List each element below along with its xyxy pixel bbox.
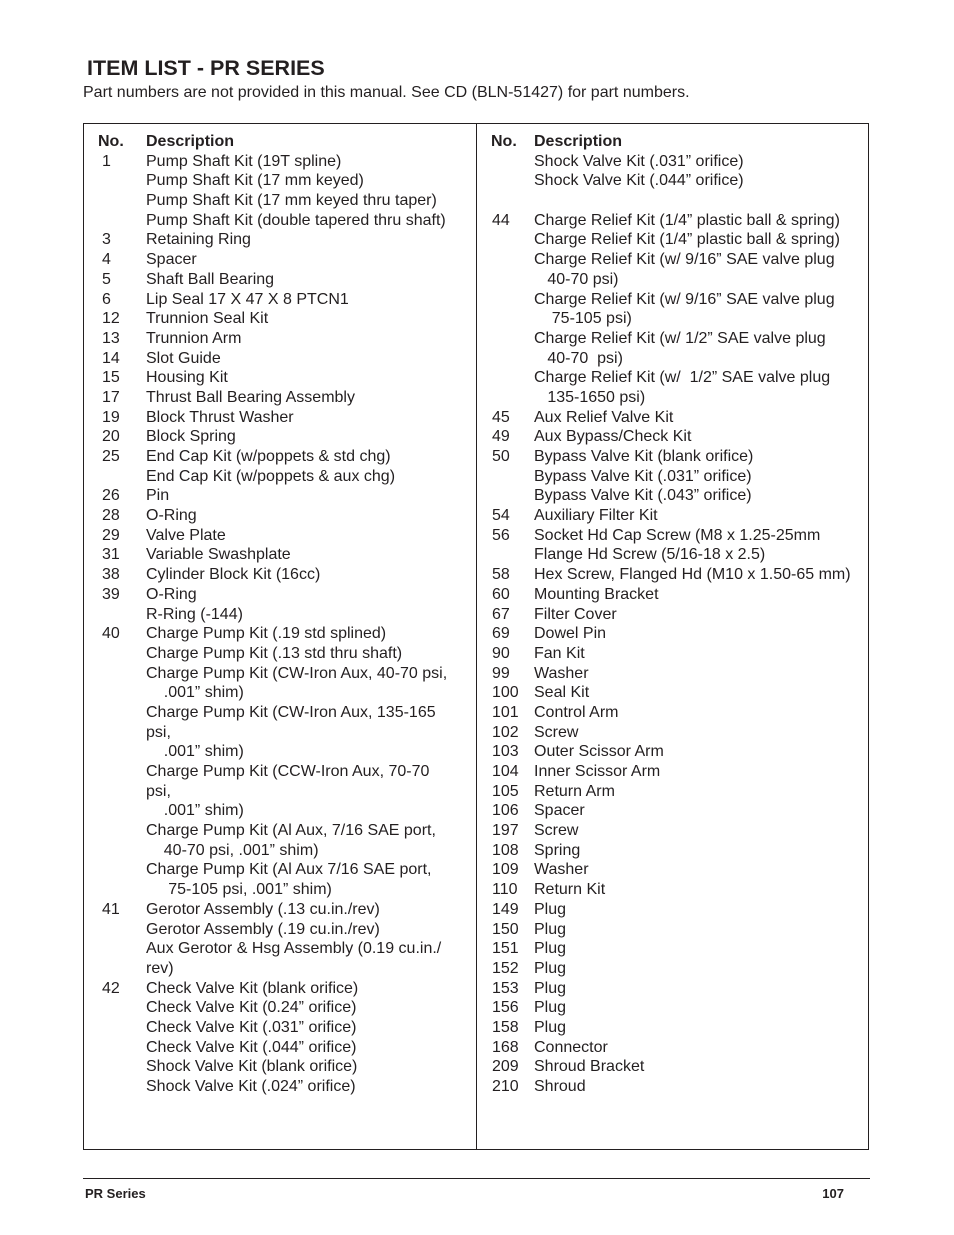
- page-subtitle: Part numbers are not provided in this manual. See CD (BLN-51427) for part numbers.: [83, 84, 690, 101]
- item-number: 40: [102, 625, 120, 643]
- table-row: [84, 644, 476, 664]
- item-number: 56: [492, 526, 510, 544]
- table-row: [84, 270, 476, 290]
- item-number: 25: [102, 448, 120, 465]
- item-number: 104: [492, 763, 519, 780]
- table-row: [84, 821, 476, 841]
- item-number: 38: [102, 566, 120, 584]
- item-number: 151: [492, 940, 519, 958]
- item-description: 40-70 psi, .001” shim): [146, 841, 319, 859]
- table-row: [477, 979, 867, 999]
- item-description: Return Kit: [534, 881, 606, 899]
- item-description: Shock Valve Kit (.044” orifice): [534, 172, 744, 190]
- item-description: Lip Seal 17 X 47 X 8 PTCN1: [146, 290, 349, 308]
- item-number: 152: [492, 959, 519, 977]
- item-number: 153: [492, 979, 519, 997]
- table-row: [477, 664, 867, 684]
- item-description: Flange Hd Screw (5/16-18 x 2.5): [534, 546, 766, 564]
- table-row: [477, 1077, 867, 1097]
- table-row: [477, 860, 867, 880]
- table-row: [477, 998, 867, 1018]
- item-description: Aux Relief Valve Kit: [534, 408, 674, 426]
- item-number: 209: [492, 1058, 519, 1076]
- right-column: [477, 132, 867, 1097]
- item-number: 45: [492, 408, 510, 426]
- table-row: [477, 959, 867, 979]
- item-number: 108: [492, 841, 519, 859]
- item-description: Pump Shaft Kit (double tapered thru shaft): [146, 211, 446, 229]
- item-description: Valve Plate: [146, 526, 226, 544]
- item-description: Washer: [534, 664, 589, 682]
- item-description: Charge Relief Kit (w/ 9/16” SAE valve plug: [534, 251, 835, 269]
- table-row: [84, 860, 476, 880]
- item-description: Charge Pump Kit (CW-Iron Aux, 135-165: [146, 703, 436, 721]
- item-description: Seal Kit: [534, 684, 590, 702]
- table-row: [84, 565, 476, 585]
- table-row: [477, 447, 867, 467]
- item-number: 67: [492, 605, 510, 623]
- item-number: 1: [102, 152, 111, 170]
- item-number: 210: [492, 1078, 519, 1095]
- table-row: [84, 171, 476, 191]
- item-number: 12: [102, 310, 120, 328]
- item-description: psi,: [146, 723, 171, 741]
- item-number: 101: [492, 703, 519, 721]
- table-row: [84, 920, 476, 940]
- table-row: [84, 585, 476, 605]
- table-row: [477, 841, 867, 861]
- table-row: [477, 230, 867, 250]
- item-number: 99: [492, 664, 510, 682]
- item-description: Inner Scissor Arm: [534, 763, 661, 780]
- table-row: [84, 624, 476, 644]
- item-description: Aux Gerotor & Hsg Assembly (0.19 cu.in./: [146, 940, 442, 958]
- item-number: 150: [492, 920, 519, 938]
- table-row: [477, 349, 867, 369]
- table-row: [477, 742, 867, 762]
- table-row: [477, 191, 867, 211]
- table-row: [84, 939, 476, 959]
- table-row: [477, 900, 867, 920]
- item-description: Socket Hd Cap Screw (M8 x 1.25-25mm: [534, 526, 821, 544]
- item-description: Charge Pump Kit (CCW-Iron Aux, 70-70: [146, 763, 430, 780]
- table-row: [84, 211, 476, 231]
- table-row: [477, 624, 867, 644]
- item-number: 6: [102, 290, 111, 308]
- item-number: 105: [492, 782, 519, 800]
- table-row: [477, 290, 867, 310]
- item-description: Block Thrust Washer: [146, 408, 294, 426]
- item-description: Bypass Valve Kit (.043” orifice): [534, 487, 752, 505]
- table-row: [84, 979, 476, 999]
- item-number: 109: [492, 861, 519, 879]
- table-row: [84, 762, 476, 782]
- item-description: Slot Guide: [146, 349, 221, 367]
- table-row: [84, 782, 476, 802]
- table-row: [477, 565, 867, 585]
- table-row: [477, 1038, 867, 1058]
- item-description: Check Valve Kit (.031” orifice): [146, 1018, 357, 1036]
- footer-series: PR Series: [85, 1186, 146, 1201]
- item-description: Screw: [534, 822, 579, 840]
- item-description: Spring: [534, 841, 581, 859]
- item-description: Charge Relief Kit (1/4” plastic ball & spring): [534, 211, 840, 229]
- item-description: Shock Valve Kit (.024” orifice): [146, 1078, 356, 1095]
- item-number: 14: [102, 349, 120, 367]
- item-description: Fan Kit: [534, 644, 585, 662]
- item-description: psi,: [146, 782, 171, 800]
- item-description: Plug: [534, 920, 567, 938]
- item-description: Charge Relief Kit (1/4” plastic ball & spring): [534, 231, 840, 249]
- left-column: [84, 132, 476, 1097]
- item-number: 19: [102, 408, 120, 426]
- table-row: [84, 427, 476, 447]
- table-row: [84, 742, 476, 762]
- item-description: Filter Cover: [534, 605, 617, 623]
- table-row: [84, 1038, 476, 1058]
- table-row: [84, 605, 476, 625]
- table-row: [84, 486, 476, 506]
- item-number: 42: [102, 979, 120, 997]
- item-description: Plug: [534, 999, 567, 1017]
- item-description: Plug: [534, 959, 567, 977]
- table-row: [477, 683, 867, 703]
- item-description: Return Arm: [534, 782, 615, 800]
- item-description: Charge Relief Kit (w/ 1/2” SAE valve plug: [534, 329, 826, 347]
- item-number: 5: [102, 270, 111, 288]
- item-description: Auxiliary Filter Kit: [534, 507, 658, 525]
- header-description: Description: [146, 133, 235, 150]
- item-number: 54: [492, 507, 510, 525]
- table-row: [84, 703, 476, 723]
- page-title: ITEM LIST - PR SERIES: [87, 56, 325, 80]
- table-row: [477, 723, 867, 743]
- item-description: Gerotor Assembly (.19 cu.in./rev): [146, 920, 380, 938]
- item-description: 75-105 psi, .001” shim): [146, 881, 332, 899]
- item-description: Shock Valve Kit (blank orifice): [146, 1058, 358, 1076]
- item-description: Pump Shaft Kit (17 mm keyed): [146, 172, 364, 190]
- table-row: [477, 585, 867, 605]
- table-row: [477, 703, 867, 723]
- item-description: Trunnion Arm: [146, 329, 242, 347]
- item-number: 31: [102, 546, 120, 564]
- table-row: [84, 447, 476, 467]
- header-description: Description: [534, 133, 623, 150]
- table-row: [84, 329, 476, 349]
- table-row: [477, 211, 867, 231]
- item-number: 29: [102, 526, 120, 544]
- table-row: [477, 526, 867, 546]
- table-row: [477, 762, 867, 782]
- table-row: [477, 309, 867, 329]
- table-row: [84, 467, 476, 487]
- table-row: [84, 841, 476, 861]
- item-description: End Cap Kit (w/poppets & std chg): [146, 448, 391, 465]
- item-description: R-Ring (-144): [146, 605, 243, 623]
- item-description: Charge Pump Kit (.13 std thru shaft): [146, 644, 403, 662]
- item-description: Charge Pump Kit (.19 std splined): [146, 625, 387, 643]
- table-row: [477, 408, 867, 428]
- item-description: Check Valve Kit (0.24” orifice): [146, 999, 357, 1017]
- item-number: 58: [492, 566, 510, 584]
- table-row: [84, 290, 476, 310]
- item-number: 17: [102, 388, 120, 406]
- item-description: Outer Scissor Arm: [534, 743, 664, 761]
- item-number: 20: [102, 428, 120, 446]
- item-number: 49: [492, 428, 510, 446]
- item-description: Check Valve Kit (.044” orifice): [146, 1038, 357, 1056]
- table-row: [84, 880, 476, 900]
- item-number: 90: [492, 644, 510, 662]
- table-row: [84, 526, 476, 546]
- table-row: [477, 388, 867, 408]
- item-description: Pump Shaft Kit (19T spline): [146, 152, 342, 170]
- item-description: 40-70 psi): [534, 270, 619, 288]
- item-description: Washer: [534, 861, 589, 879]
- header-no: No.: [491, 133, 517, 150]
- item-description: Shroud Bracket: [534, 1058, 645, 1076]
- footer-rule: [83, 1178, 870, 1179]
- item-description: Plug: [534, 900, 567, 918]
- table-row: [84, 250, 476, 270]
- table-row: [84, 408, 476, 428]
- item-number: 102: [492, 723, 519, 741]
- item-description: Thrust Ball Bearing Assembly: [146, 388, 355, 406]
- header-no: No.: [98, 133, 124, 150]
- item-number: 44: [492, 211, 510, 229]
- item-description: Variable Swashplate: [146, 546, 291, 564]
- item-description: Retaining Ring: [146, 231, 251, 249]
- table-row: [84, 664, 476, 684]
- item-description: Spacer: [534, 802, 585, 820]
- item-number: 168: [492, 1038, 519, 1056]
- table-row: [84, 230, 476, 250]
- table-row: [84, 309, 476, 329]
- item-description: Shroud: [534, 1078, 586, 1095]
- item-number: 13: [102, 329, 120, 347]
- table-row: [477, 821, 867, 841]
- item-number: 39: [102, 585, 120, 603]
- table-row: [477, 329, 867, 349]
- item-number: 3: [102, 231, 111, 249]
- item-number: 4: [102, 251, 111, 269]
- item-description: Check Valve Kit (blank orifice): [146, 979, 359, 997]
- item-number: 110: [492, 881, 518, 899]
- table-row: [84, 545, 476, 565]
- item-description: Charge Pump Kit (Al Aux, 7/16 SAE port,: [146, 822, 436, 840]
- item-description: Plug: [534, 979, 567, 997]
- table-row: [477, 801, 867, 821]
- item-list-table: [83, 123, 869, 1150]
- item-description: Spacer: [146, 251, 197, 269]
- table-row: [84, 723, 476, 743]
- item-description: .001” shim): [146, 684, 244, 702]
- item-number: 15: [102, 369, 120, 387]
- table-row: [477, 250, 867, 270]
- table-row: [477, 1057, 867, 1077]
- table-row: [477, 1018, 867, 1038]
- item-description: Dowel Pin: [534, 625, 607, 643]
- table-row: [84, 998, 476, 1018]
- table-row: [477, 880, 867, 900]
- item-description: End Cap Kit (w/poppets & aux chg): [146, 467, 396, 485]
- item-description: Block Spring: [146, 428, 236, 446]
- table-row: [84, 1077, 476, 1097]
- item-description: Plug: [534, 1018, 567, 1036]
- table-row: [477, 939, 867, 959]
- table-row: [477, 270, 867, 290]
- item-description: Bypass Valve Kit (.031” orifice): [534, 467, 752, 485]
- table-row: [477, 368, 867, 388]
- table-row: [477, 486, 867, 506]
- item-number: 26: [102, 487, 120, 505]
- item-description: Housing Kit: [146, 369, 228, 387]
- item-number: 69: [492, 625, 510, 643]
- table-row: [84, 191, 476, 211]
- table-row: [84, 801, 476, 821]
- item-number: 100: [492, 684, 519, 702]
- right-header-row: [477, 132, 867, 152]
- item-number: 41: [102, 900, 120, 918]
- table-row: [477, 920, 867, 940]
- item-description: Gerotor Assembly (.13 cu.in./rev): [146, 900, 380, 918]
- table-row: [84, 683, 476, 703]
- item-description: Connector: [534, 1038, 608, 1056]
- table-row: [84, 368, 476, 388]
- item-description: Shaft Ball Bearing: [146, 270, 275, 288]
- item-number: 106: [492, 802, 519, 820]
- table-row: [477, 605, 867, 625]
- item-description: Charge Pump Kit (Al Aux 7/16 SAE port,: [146, 861, 432, 879]
- item-number: 103: [492, 743, 519, 761]
- table-row: [84, 506, 476, 526]
- page-number: 107: [822, 1186, 844, 1201]
- table-row: [477, 427, 867, 447]
- item-description: Charge Pump Kit (CW-Iron Aux, 40-70 psi,: [146, 664, 448, 682]
- table-row: [477, 171, 867, 191]
- item-description: Pin: [146, 487, 170, 505]
- table-row: [84, 959, 476, 979]
- item-description: 135-1650 psi): [534, 388, 646, 406]
- item-description: Mounting Bracket: [534, 585, 659, 603]
- item-number: 60: [492, 585, 510, 603]
- item-description: Control Arm: [534, 703, 619, 721]
- item-description: Charge Relief Kit (w/ 9/16” SAE valve plug: [534, 290, 835, 308]
- table-row: [84, 1018, 476, 1038]
- item-description: 75-105 psi): [534, 310, 632, 328]
- item-number: 156: [492, 999, 519, 1017]
- item-number: 149: [492, 900, 519, 918]
- item-description: .001” shim): [146, 743, 244, 761]
- table-row: [477, 545, 867, 565]
- table-row: [477, 506, 867, 526]
- item-number: 197: [492, 822, 519, 840]
- item-number: 158: [492, 1018, 519, 1036]
- table-row: [477, 152, 867, 172]
- item-description: O-Ring: [146, 507, 197, 525]
- item-description: Cylinder Block Kit (16cc): [146, 566, 321, 584]
- item-description: Charge Relief Kit (w/ 1/2” SAE valve plug: [534, 369, 831, 387]
- item-number: 50: [492, 448, 510, 465]
- item-description: Shock Valve Kit (.031” orifice): [534, 152, 744, 170]
- item-description: Pump Shaft Kit (17 mm keyed thru taper): [146, 192, 437, 210]
- table-row: [477, 782, 867, 802]
- left-header-row: [84, 132, 476, 152]
- item-number: 28: [102, 507, 120, 525]
- table-row: [84, 349, 476, 369]
- item-description: Screw: [534, 723, 579, 741]
- table-row: [84, 152, 476, 172]
- table-row: [477, 644, 867, 664]
- table-row: [84, 1057, 476, 1077]
- item-description: 40-70 psi): [534, 349, 623, 367]
- item-description: Plug: [534, 940, 567, 958]
- item-description: .001” shim): [146, 802, 244, 820]
- item-description: rev): [146, 959, 174, 977]
- item-description: Aux Bypass/Check Kit: [534, 428, 692, 446]
- item-description: Bypass Valve Kit (blank orifice): [534, 448, 754, 465]
- item-description: Trunnion Seal Kit: [146, 310, 269, 328]
- item-description: O-Ring: [146, 585, 197, 603]
- table-row: [84, 388, 476, 408]
- table-row: [84, 900, 476, 920]
- item-description: Hex Screw, Flanged Hd (M10 x 1.50-65 mm): [534, 566, 851, 584]
- table-row: [477, 467, 867, 487]
